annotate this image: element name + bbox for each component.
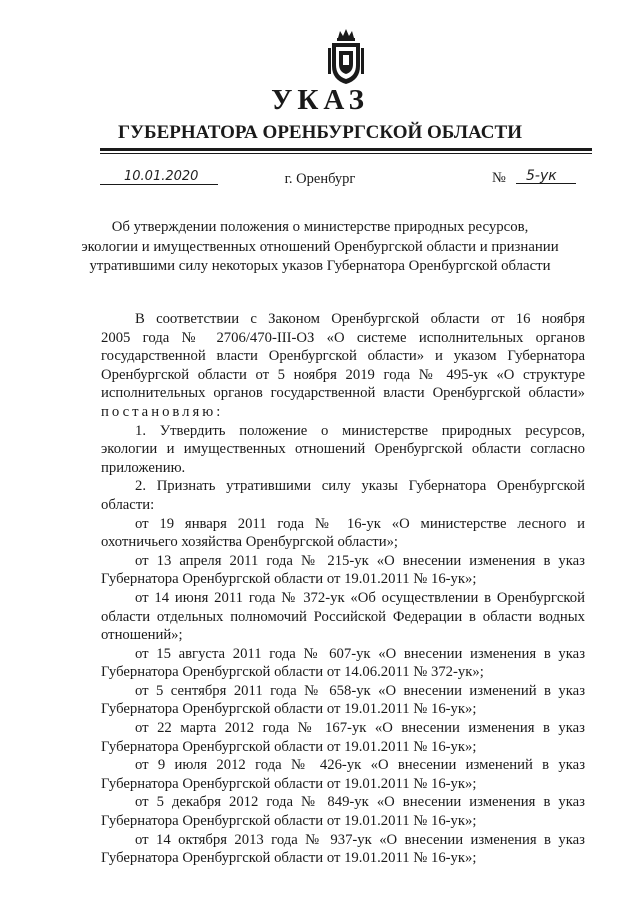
issuer-title: ГУБЕРНАТОРА ОРЕНБУРГСКОЙ ОБЛАСТИ bbox=[118, 122, 522, 143]
document-body bbox=[101, 310, 585, 868]
body-line: Губернатора Оренбургской области от 19.01.2011 № 16-ук»; bbox=[101, 775, 477, 792]
body-line: государственной власти Оренбургской области» и указом Губернатора bbox=[101, 348, 585, 365]
body-line: Губернатора Оренбургской области от 19.01.2011 № 16-ук»; bbox=[101, 701, 477, 718]
body-line: Оренбургской области от 5 ноября 2019 года № 495-ук «О структуре bbox=[101, 366, 585, 383]
body-line: области отдельных полномочий Российской Федерации в области водных bbox=[101, 608, 585, 625]
body-line: Губернатора Оренбургской области от 19.01.2011 № 16-ук»; bbox=[101, 571, 477, 588]
body-line: от 9 июля 2012 года № 426-ук «О внесении изменений в указ bbox=[135, 757, 585, 774]
body-line: от 14 июня 2011 года № 372-ук «Об осуществлении в Оренбургской bbox=[135, 589, 585, 606]
header-divider-thin bbox=[100, 153, 592, 154]
body-line: от 14 октября 2013 года № 937-ук «О внесении изменения в указ bbox=[135, 831, 585, 848]
body-line: 2. Признать утратившими силу указы Губернатора Оренбургской bbox=[135, 478, 585, 495]
body-line: экологии и имущественных отношений Оренбургской области согласно bbox=[101, 441, 585, 458]
document-type-title: УКАЗ bbox=[271, 84, 369, 116]
number-line bbox=[516, 169, 576, 184]
body-line: исполнительных органов государственной власти Оренбургской области» bbox=[101, 385, 585, 402]
body-line: охотничьего хозяйства Оренбургской области»; bbox=[101, 534, 399, 551]
body-line: Губернатора Оренбургской области от 19.01.2011 № 16-ук»; bbox=[101, 813, 477, 830]
body-line: от 13 апреля 2011 года № 215-ук «О внесении изменения в указ bbox=[135, 552, 585, 569]
heading-line: Об утверждении положения о министерстве природных ресурсов, bbox=[111, 219, 529, 235]
handwritten-date: 10.01.2020 bbox=[124, 169, 199, 184]
document-heading bbox=[70, 218, 570, 277]
body-line: Губернатора Оренбургской области от 14.06.2011 № 372-ук»; bbox=[101, 664, 484, 681]
body-line: Губернатора Оренбургской области от 19.01.2011 № 16-ук»; bbox=[101, 738, 477, 755]
heading-line: экологии и имущественных отношений Оренбургской области и признании bbox=[81, 238, 559, 255]
body-line: приложению. bbox=[101, 459, 186, 476]
body-line: В соответствии с Законом Оренбургской области от 16 ноября bbox=[135, 311, 585, 327]
coat-of-arms-icon bbox=[326, 28, 366, 86]
handwritten-number: 5-ук bbox=[526, 168, 557, 184]
heading-line: утратившими силу некоторых указов Губернатора Оренбургской области bbox=[89, 258, 551, 274]
body-line: отношений»; bbox=[101, 627, 183, 644]
body-line: области: bbox=[101, 496, 155, 513]
body-line: от 5 декабря 2012 года № 849-ук «О внесении изменения в указ bbox=[135, 794, 585, 811]
body-line: от 19 января 2011 года № 16-ук «О министерстве лесного и bbox=[135, 515, 585, 532]
body-line-decree-word: постановляю: bbox=[101, 403, 224, 420]
number-sign: № bbox=[492, 170, 506, 186]
body-line: от 5 сентября 2011 года № 658-ук «О внесении изменений в указ bbox=[135, 682, 585, 699]
city-label: г. Оренбург bbox=[284, 171, 356, 187]
body-line: от 15 августа 2011 года № 607-ук «О внесении изменения в указ bbox=[135, 645, 585, 662]
number-field bbox=[492, 169, 592, 185]
header-divider-thick bbox=[100, 148, 592, 151]
body-line: 1. Утвердить положение о министерстве природных ресурсов, bbox=[135, 422, 585, 439]
body-line: Губернатора Оренбургской области от 19.01.2011 № 16-ук»; bbox=[101, 850, 477, 867]
body-line: 2005 года № 2706/470-III-ОЗ «О системе исполнительных органов bbox=[101, 329, 585, 346]
body-line: от 22 марта 2012 года № 167-ук «О внесении изменения в указ bbox=[135, 720, 585, 737]
